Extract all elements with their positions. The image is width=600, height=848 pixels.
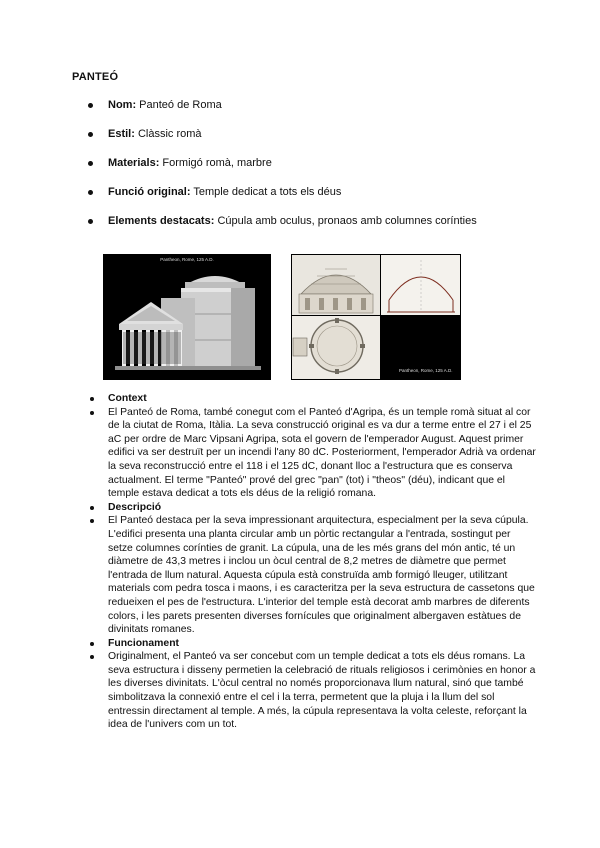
fact-label: Elements destacats: bbox=[108, 215, 215, 227]
bullet-icon bbox=[90, 642, 94, 646]
section-heading: Context bbox=[108, 393, 147, 404]
bullet-icon bbox=[90, 411, 94, 415]
fact-label: Materials: bbox=[108, 157, 160, 169]
section-heading: Descripció bbox=[108, 501, 162, 513]
fact-value: Clàssic romà bbox=[134, 128, 202, 140]
pantheon-drawings-image bbox=[291, 254, 461, 380]
fact-value: Formigó romà, marbre bbox=[159, 157, 272, 169]
section-heading-context bbox=[88, 392, 538, 406]
sections-list bbox=[88, 392, 538, 732]
image-caption: Pantheon, Rome, 125 A.D. bbox=[399, 368, 453, 373]
fact-highlights bbox=[88, 212, 568, 241]
fact-label: Nom: bbox=[108, 99, 137, 111]
section-heading: Funcionament bbox=[108, 637, 180, 649]
image-caption: Pantheon, Rome, 125 A.D. bbox=[160, 257, 214, 262]
fact-label: Funció original: bbox=[108, 186, 191, 198]
facts-list bbox=[88, 96, 568, 241]
section-paragraph: Originalment, el Panteó va ser concebut com un temple dedicat a tots els déus romans. La seva estructura i disseny permetien la celebració de rituals religiosos i cerimònies en honor a les diverses divinitats. L'òcul central no només proporcionava llum natural, sinó que també simbolitzava la connexió entre el cel i la terra, permetent que la pluja i la llum del sol entressin directament al temple. A més, la cúpula representava la volta celeste, reforçant la idea de l'univers com un tot. bbox=[108, 651, 536, 731]
bullet-icon bbox=[90, 506, 94, 510]
bullet-icon bbox=[88, 219, 93, 224]
section-paragraph: El Panteó de Roma, també conegut com el Panteó d'Agripa, és un temple romà situat al cor de la ciutat de Roma, Itàlia. La seva construcció original es va dur a terme entre el 27 i el 25 aC per ordre de Marc Vipsani Agripa, sota el govern de l'emperador August. Aquest primer edifici va ser destruït per un incendi l'any 80 dC. Posteriorment, l'emperador Adrià va ordenar la seva reconstrucció entre el 118 i el 125 dC, donant lloc a l'estructura que es conserva actualment. El terme "Panteó" prové del grec "pan" (tot) i "theos" (déu), indicant que el temple estava dedicat a tots els déus de la religió romana. bbox=[108, 406, 536, 500]
bullet-icon bbox=[90, 519, 94, 523]
fact-value: Temple dedicat a tots els déus bbox=[190, 186, 342, 198]
fact-style bbox=[88, 125, 568, 154]
section-heading-description bbox=[88, 501, 538, 515]
section-heading-function bbox=[88, 637, 538, 651]
bullet-icon bbox=[88, 190, 93, 195]
bullet-icon bbox=[88, 161, 93, 166]
bullet-icon bbox=[90, 655, 94, 659]
section-body-description bbox=[88, 514, 538, 636]
bullet-icon bbox=[88, 103, 93, 108]
section-paragraph: El Panteó destaca per la seva impressionant arquitectura, especialment per la seva cúpula. L'edifici presenta una planta circular amb un pòrtic rectangular a l'entrada, sostingut per setze columnes corínties de granit. La cúpula, una de les més grans del món antic, té un diàmetre de 43,3 metres i inclou un òcul central de 8,2 metres de diàmetre que permet l'entrada de llum natural. Aquesta cúpula està construïda amb formigó lleuger, utilitzant materials com pedra tosca i maons, i es caracteritza per la seva estructura de cassetons que redueixen el pes de l'estructura. L'interior del temple està decorat amb marbres de diferents colors, i les parets presenten diverses fornícules que originalment albergaven estàtues de divinitats romanes. bbox=[108, 515, 535, 636]
pantheon-model-image bbox=[103, 254, 271, 380]
bullet-icon bbox=[90, 397, 94, 401]
section-body-context bbox=[88, 406, 538, 501]
section-body-function bbox=[88, 650, 538, 732]
bullet-icon bbox=[88, 132, 93, 137]
fact-label: Estil: bbox=[108, 128, 135, 140]
page-title: PANTEÓ bbox=[72, 71, 119, 83]
fact-original-function bbox=[88, 183, 568, 212]
fact-name bbox=[88, 96, 568, 125]
fact-value: Panteó de Roma bbox=[136, 99, 222, 111]
fact-materials bbox=[88, 154, 568, 183]
fact-value: Cúpula amb oculus, pronaos amb columnes corínties bbox=[214, 215, 477, 227]
